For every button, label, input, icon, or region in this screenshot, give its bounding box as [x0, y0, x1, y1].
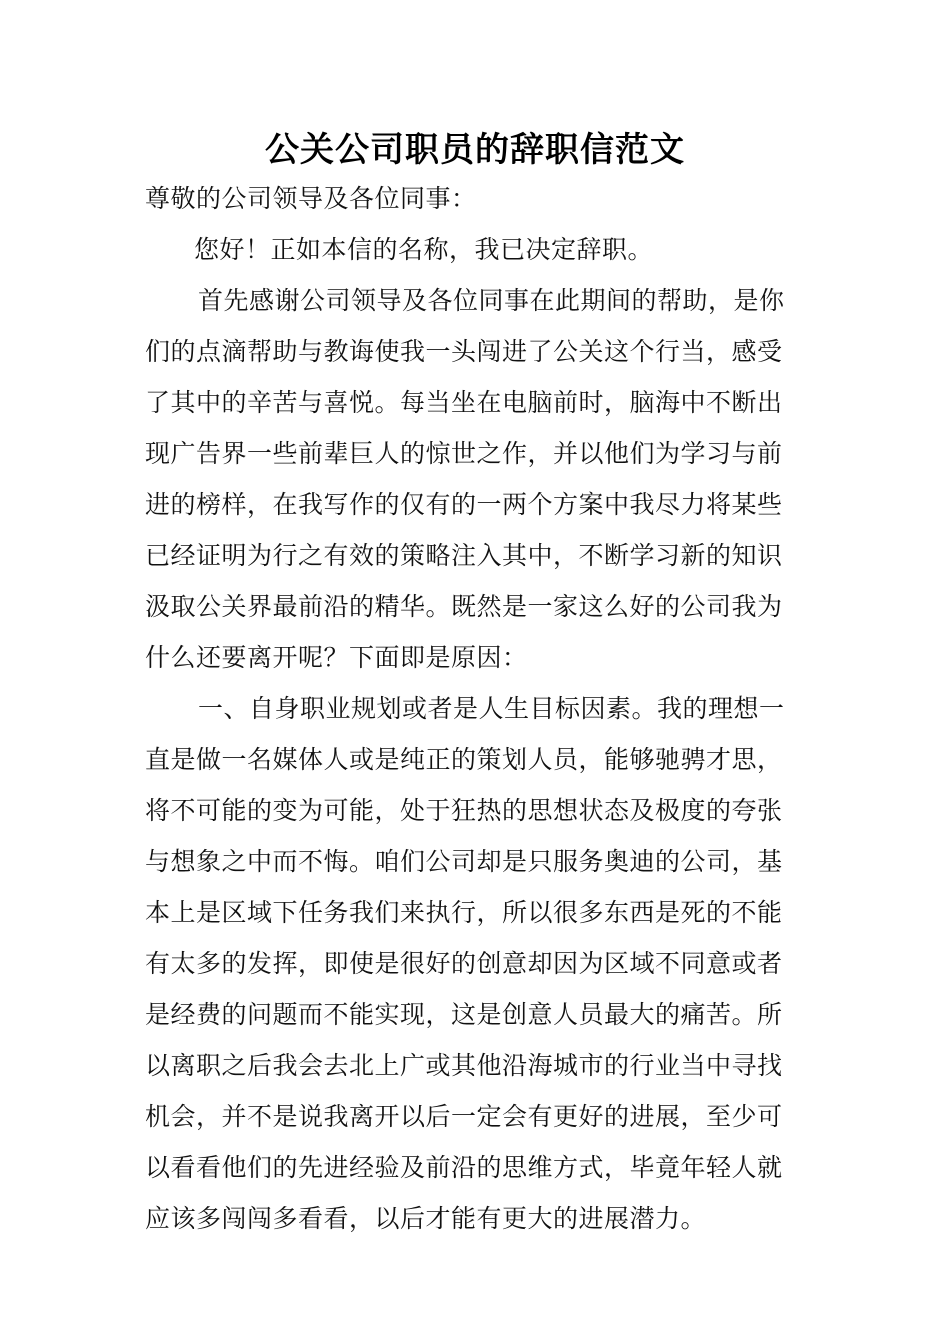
paragraph-line: 了其中的辛苦与喜悦。每当坐在电脑前时，脑海中不断出 [145, 388, 783, 417]
paragraph-line: 以看看他们的先进经验及前沿的思维方式，毕竟年轻人就 [145, 1153, 783, 1182]
paragraph-line: 应该多闯闯多看看，以后才能有更大的进展潜力。 [145, 1204, 707, 1233]
paragraph-line: 与想象之中而不悔。咱们公司却是只服务奥迪的公司，基 [145, 847, 783, 876]
paragraph-line: 已经证明为行之有效的策略注入其中，不断学习新的知识 [145, 541, 783, 570]
paragraph-line: 是经费的问题而不能实现，这是创意人员最大的痛苦。所 [145, 1000, 783, 1029]
paragraph-line: 首先感谢公司领导及各位同事在此期间的帮助，是你 [198, 286, 785, 315]
paragraph-line: 以离职之后我会去北上广或其他沿海城市的行业当中寻找 [145, 1051, 783, 1080]
salutation-line: 尊敬的公司领导及各位同事： [145, 184, 477, 213]
paragraph-line: 们的点滴帮助与教诲使我一头闯进了公关这个行当，感受 [145, 337, 783, 366]
paragraph-line: 现广告界一些前辈巨人的惊世之作，并以他们为学习与前 [145, 439, 783, 468]
paragraph-line: 直是做一名媒体人或是纯正的策划人员，能够驰骋才思， [145, 745, 783, 774]
greeting-line: 您好！正如本信的名称，我已决定辞职。 [194, 235, 654, 264]
paragraph-line: 本上是区域下任务我们来执行，所以很多东西是死的不能 [145, 898, 783, 927]
document-title: 公关公司职员的辞职信范文 [265, 130, 685, 170]
paragraph-line: 进的榜样，在我写作的仅有的一两个方案中我尽力将某些 [145, 490, 783, 519]
paragraph-line: 什么还要离开呢？下面即是原因： [145, 643, 528, 672]
paragraph-line: 有太多的发挥，即使是很好的创意却因为区域不同意或者 [145, 949, 783, 978]
paragraph-line: 汲取公关界最前沿的精华。既然是一家这么好的公司我为 [145, 592, 783, 621]
paragraph-line: 机会，并不是说我离开以后一定会有更好的进展，至少可 [145, 1102, 783, 1131]
paragraph-line: 将不可能的变为可能，处于狂热的思想状态及极度的夸张 [145, 796, 783, 825]
paragraph-line: 一、自身职业规划或者是人生目标因素。我的理想一 [198, 694, 785, 723]
